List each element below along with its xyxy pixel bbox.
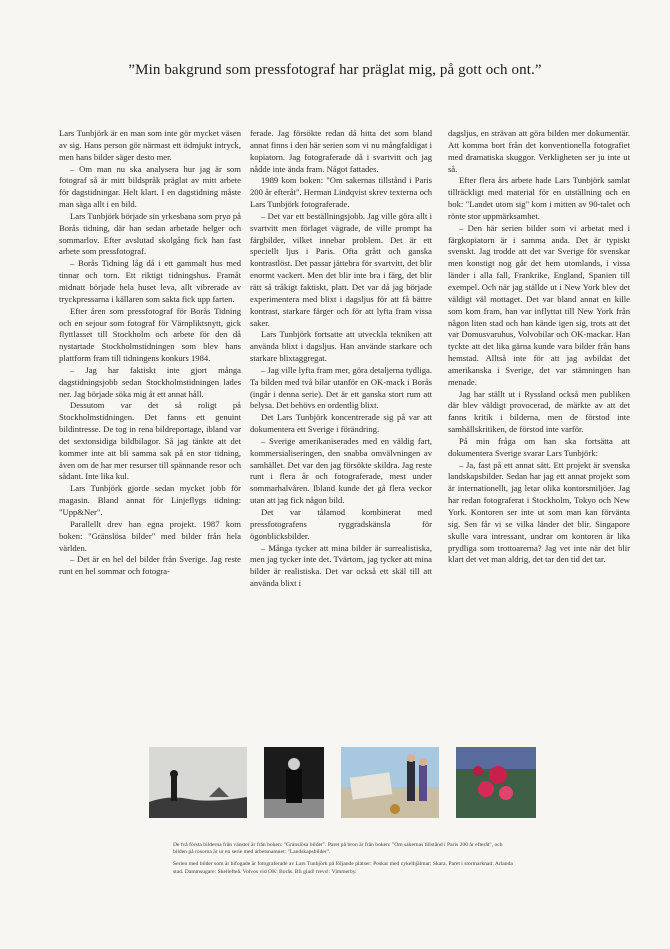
paragraph: – Om man nu ska analysera hur jag är som fotograf så är mitt bildspråk präglat av mitt arbete för dagstidningar. Helt klart. I en dagstidning måste man säga allt i en bild. <box>59 163 241 210</box>
paragraph: Parallellt drev han egna projekt. 1987 kom boken: "Gränslösa bilder" med bilder från hela världen. <box>59 518 241 553</box>
paragraph: Lars Tunbjörk fortsatte att utveckla tekniken att använda blixt i dagsljus. Han använde starkare och starkare blixtaggregat. <box>250 329 432 364</box>
paragraph: – Det är en hel del bilder från Sverige. Jag reste runt en hel sommar och fotogra- <box>59 554 241 577</box>
paragraph: ferade. Jag försökte redan då hitta det som bland annat finns i den här serien som vi nu mångfaldigat i kopiatorn. Jag fotograferade då i svartvitt och jag nådde inte ända fram. Något fattades. <box>250 128 432 174</box>
paragraph: Lars Tunbjörk är en man som inte gör mycket väsen av sig. Hans person gör närmast ett ödmjukt intryck, men hans bilder säger desto mer. <box>59 128 241 162</box>
paragraph: dagsljus, en strävan att göra bilden mer dokumentär. Att komma bort från det konventionella fotografiet med dramatiska skuggor. Verkligheten ser ju inte ut så. <box>448 128 630 174</box>
photo-captions <box>173 842 513 881</box>
caption-locations: Serien med bilder som är bifogade är fotograferade av Lars Tunbjörk på följande platser: Poskar med cykelhjälmar: Skara. Paret i stormarknad: Arlanda stad. Dammsugare: Skellefteå. Volvos vid OK: Borås. Bli glad! trevs!: Vimmerby. <box>173 861 513 875</box>
paragraph: På min fråga om han ska fortsätta att dokumentera Sverige svarar Lars Tunbjörk: <box>448 435 630 458</box>
paragraph: – Ja, fast på ett annat sätt. Ett projekt är svenska landskapsbilder. Sedan har jag ett annat projekt som är internationellt, jag letar olika kontorsmiljöer. Jag har redan fotograferat i Stockholm, Tokyo och New York. Kontoren ser inte ut som man kan förvänta sig. Sen får vi se vilka länder det blir. Singapore skulle vara intressant, undrar om kontoren är lika prydliga som trottoarerna? Jag vet inte när det blir klart det vet man aldrig, det tar den tid det tar. <box>448 459 630 565</box>
article-headline: ”Min bakgrund som pressfotograf har präglat mig, på gott och ont.” <box>128 62 542 78</box>
photo-bw-portrait <box>264 747 324 818</box>
paragraph: Dessutom var det så roligt på Stockholmstidningen. Det fanns ett genuint bildintresse. De tog in rena bildreportage, ibland var det sextonsidiga bildbilagor. Så jag tänkte att det kommer inte att bli samma sak på en stor tidning, även om de har mer resurser till spännande resor och sådant. Inte lika kul. <box>59 400 241 482</box>
paragraph: Efter flera års arbete hade Lars Tunbjörk samlat tillräckligt med material för en utställning och en bok: "Landet utom sig" kom i mitten av 90-talet och rönte stor uppmärksamhet. <box>448 175 630 221</box>
paragraph: Lars Tunbjörk gjorde sedan mycket jobb för magasin. Bland annat för Linjeflygs tidning: "Upp&Ner". <box>59 483 241 517</box>
paragraph: Det Lars Tunbjörk koncentrerade sig på var att dokumentera ett Sverige i förändring. <box>250 412 432 435</box>
paragraph: Efter åren som pressfotograf för Borås Tidning och en sejour som fotograf för Värnpliktsnytt, gick flyttlasset till Stockholm och arbete för den då nystartade Stockholmstidningen som blev hans plattform fram till tidningens konkurs 1984. <box>59 305 241 364</box>
text-column-1 <box>59 128 241 578</box>
paragraph: – Det var ett beställningsjobb. Jag ville göra allt i svartvitt men förlaget vägrade, de ville prompt ha färgbilder, vilket innebar problem. Det är ett speciellt ljus i Paris. Ofta grått och ganska kontrastlöst. Det passar jättebra för svartvitt, det blir enormt vackert. Men det blir inte bra i färg, det blir rätt så tråkigt faktiskt, platt. Det var då jag började experimentera med blixt i dagsljus för att få bättre kontrast, starkare färger och för att lyfta fram vissa saker. <box>250 210 432 328</box>
paragraph: Det var tålamod kombinerat med pressfotografens ryggradskänsla för ögonblicksbilder. <box>250 507 432 541</box>
photo-color-roses <box>456 747 536 818</box>
text-column-2 <box>250 128 432 590</box>
paragraph: – Borås Tidning låg då i ett gammalt hus med tinnar och torn. Ett riktigt tidningshus. Framåt midnatt började hela huset leva, allt vibrerade av tryckpressarna i källaren som sakta fick upp farten. <box>59 258 241 304</box>
paragraph: 1989 kom boken: "Om sakernas tillstånd i Paris 200 år efteråt". Herman Lindqvist skrev texterna och Lars Tunbjörk fotograferade. <box>250 175 432 210</box>
paragraph: – Jag ville lyfta fram mer, göra detaljerna tydliga. Ta bilden med två bilar utanför en OK-mack i Borås (ingår i denna serie). Det är ett ganska stort rum att belysa. Det behövs en ordentlig blixt. <box>250 364 432 411</box>
photo-color-bridge <box>341 747 439 818</box>
paragraph: – Jag har faktiskt inte gjort många dagstidningsjobb sedan Stockholmstidningen lades ner. Jag började söka mig åt ett annat håll. <box>59 364 241 399</box>
caption-books: De två första bilderna från vänster är från boken: "Gränslösa bilder". Paret på bron är från boken: "Om sakernas tillstånd i Paris 200 år efteråt", och bilden på rosorna är ur en serie med arbetsnamnet: "Landskapsbilder". <box>173 842 503 856</box>
paragraph: Lars Tunbjörk började sin yrkesbana som pryo på Borås tidning, där han sedan arbetade helger och sommarlov. Efter avslutad skolgång fick han fast arbete som pressfotograf. <box>59 210 241 257</box>
paragraph: – Den här serien bilder som vi arbetat med i färgkopiatorn är i samma anda. Det är typiskt svenskt. Jag trodde att det var Sverige för svenskar men konstigt nog går det hem utomlands, i vissa länder i alla fall, Frankrike, England, Spanien till exempel. Och när jag ställde ut i New York blev det väldigt väl mottaget. Det var bland annat en kille som kom fram, han var inflyttat till New York från någon liten stad och han kände igen sig, trots att det var Domusvaruhus, Volvobilar och OK-mackar. Han tyckte att det lika gärna kunde vara bilder från hans hemstad. Alltså inte för att jag avbildat det amerikanska i Sverige, det var stämningen han menade. <box>448 222 630 387</box>
paragraph: Jag har ställt ut i Ryssland också men publiken där blev väldigt provocerad, de märkte av att det fanns kritik i bilderna, men de förstod inte samhällskritiken, de förstod inte varför. <box>448 388 630 435</box>
text-column-3 <box>448 128 630 566</box>
paragraph: – Sverige amerikaniserades med en väldig fart, kommersialiseringen, den snabba omvälvningen av samhället. Det var den jag försökte skildra. Jag reste runt i flera år och fotograferade, mest under sommarhalvåren. Ibland kunde det gå flera veckor utan att jag fick någon bild. <box>250 435 432 506</box>
paragraph: – Många tycker att mina bilder är surrealistiska, men jag tycker inte det. Tvärtom, jag tycker att mina bilder är realistiska. Det var också ett skäl till att använda blixt i <box>250 542 432 589</box>
photo-bw-landscape <box>149 747 247 818</box>
